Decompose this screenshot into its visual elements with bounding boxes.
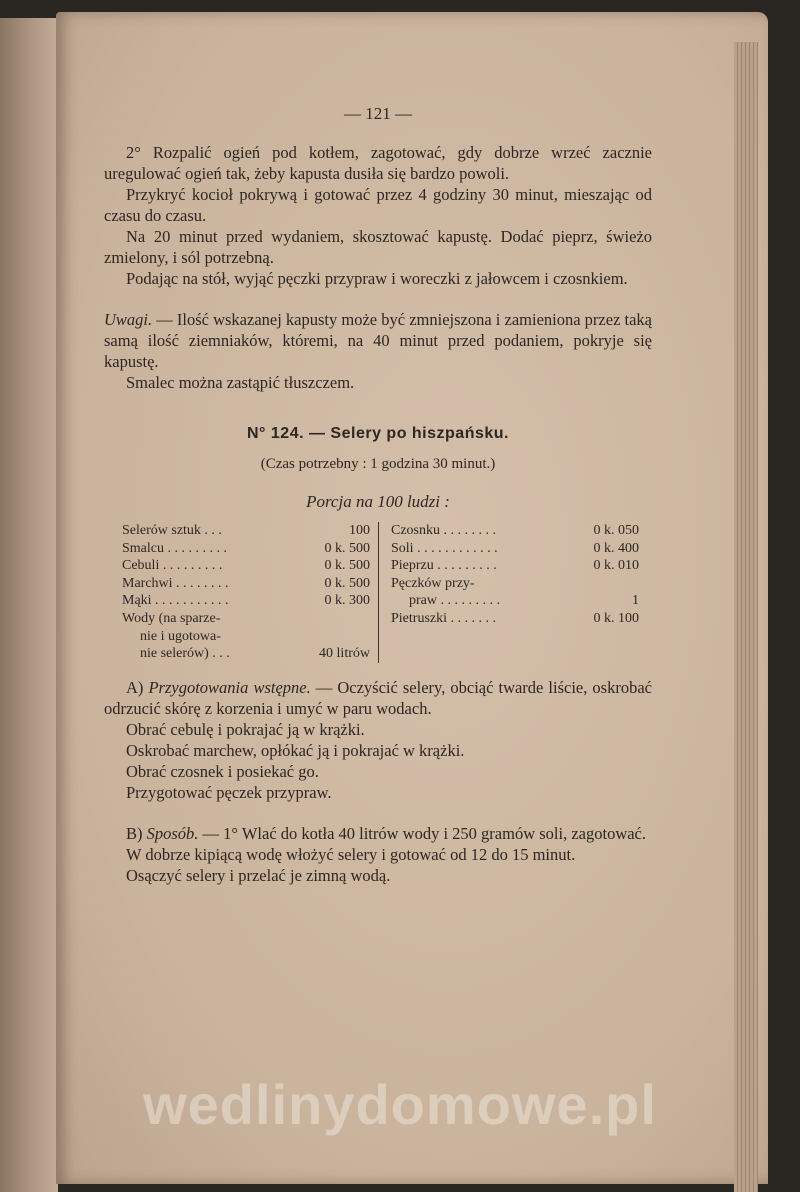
- page-number: — 121 —: [344, 104, 412, 123]
- ingredient-row: Pęczków przy-: [391, 575, 475, 591]
- section-b-title: Sposób.: [146, 823, 199, 843]
- paragraph: W dobrze kipiącą wodę włożyć selery i gotować od 12 do 15 minut.: [126, 844, 576, 864]
- paragraph: Obrać czosnek i posiekać go.: [126, 761, 319, 781]
- ingredient-row: Wody (na sparze-: [122, 610, 221, 626]
- ingredient-row: Soli . . . . . . . . . . . . 0 k. 400: [391, 540, 639, 556]
- ingredient-row: praw . . . . . . . . . 1: [409, 593, 639, 609]
- ingredient-row: Marchwi . . . . . . . . 0 k. 500: [122, 575, 370, 591]
- paragraph: 2° Rozpalić ogień pod kotłem, zagotować, gdy dobrze wrzeć zacznie uregulować ogień tak, żeby kapusta dusiła się bardzo powoli.: [104, 143, 652, 183]
- ingredients-right-column: [378, 522, 647, 663]
- ingredient-row: Czosnku . . . . . . . . 0 k. 050: [391, 523, 639, 538]
- paragraph: Na 20 minut przed wydaniem, skosztować kapustę. Dodać pieprz, świeżo zmielony, i sól potrzebną.: [104, 227, 652, 267]
- paragraph: Przykryć kocioł pokrywą i gotować przez 4 godziny 30 minut, mieszając od czasu do czasu.: [104, 185, 652, 225]
- paragraph: Podając na stół, wyjąć pęczki przypraw i woreczki z jałowcem i czosnkiem.: [126, 269, 628, 288]
- notes-label: Uwagi.: [104, 310, 153, 329]
- page-edges: [734, 42, 758, 1192]
- notes-text: — Ilość wskazanej kapusty może być zmniejszona i zamieniona przez taką samą ilość ziemniaków, któremi, na 40 minut przed podaniem, pokryje się kapustę.: [104, 310, 652, 371]
- ingredient-row: Cebuli . . . . . . . . . 0 k. 500: [122, 558, 370, 574]
- recipe-time: (Czas potrzebny : 1 godzina 30 minut.): [260, 456, 496, 472]
- paragraph: Przygotować pęczek przypraw.: [126, 782, 332, 802]
- ingredient-row: nie i ugotowa-: [140, 628, 221, 644]
- ingredient-row: Pieprzu . . . . . . . . . 0 k. 010: [391, 558, 639, 574]
- paragraph: Oskrobać marchew, opłókać ją i pokrajać w krążki.: [126, 740, 465, 760]
- recipe-portion: Porcja na 100 ludzi :: [306, 492, 450, 511]
- section-a-paragraph: A) Przygotowania wstępne. — Oczyścić selery, obciąć twarde liście, oskrobać odrzucić skórę z korzenia i umyć w paru wodach.: [104, 677, 652, 718]
- ingredient-row: Pietruszki . . . . . . . 0 k. 100: [391, 610, 639, 626]
- watermark: wedlinydomowe.pl: [143, 1073, 657, 1136]
- paragraph: Osączyć selery i przelać je zimną wodą.: [126, 865, 391, 885]
- ingredient-row: Selerów sztuk . . . 100: [122, 523, 370, 538]
- paragraph: Obrać cebulę i pokrajać ją w krążki.: [126, 719, 365, 739]
- ingredients-table: [122, 522, 652, 663]
- notes-paragraph: [104, 309, 652, 372]
- ingredient-row: Mąki . . . . . . . . . . . 0 k. 300: [122, 593, 370, 609]
- page-content: [104, 142, 652, 886]
- ingredients-left-column: [122, 522, 378, 663]
- recipe-title: N° 124. — Selery po hiszpańsku.: [247, 425, 509, 442]
- section-b-paragraph: B) Sposób. — 1° Wlać do kotła 40 litrów wody i 250 gramów soli, zagotować.: [126, 823, 647, 843]
- left-page-edge: [0, 18, 58, 1192]
- section-a-title: Przygotowania wstępne.: [148, 677, 311, 697]
- ingredient-row: Smalcu . . . . . . . . . 0 k. 500: [122, 540, 370, 556]
- paragraph: Smalec można zastąpić tłuszczem.: [126, 373, 355, 392]
- ingredient-row: nie selerów) . . . 40 litrów: [140, 646, 370, 662]
